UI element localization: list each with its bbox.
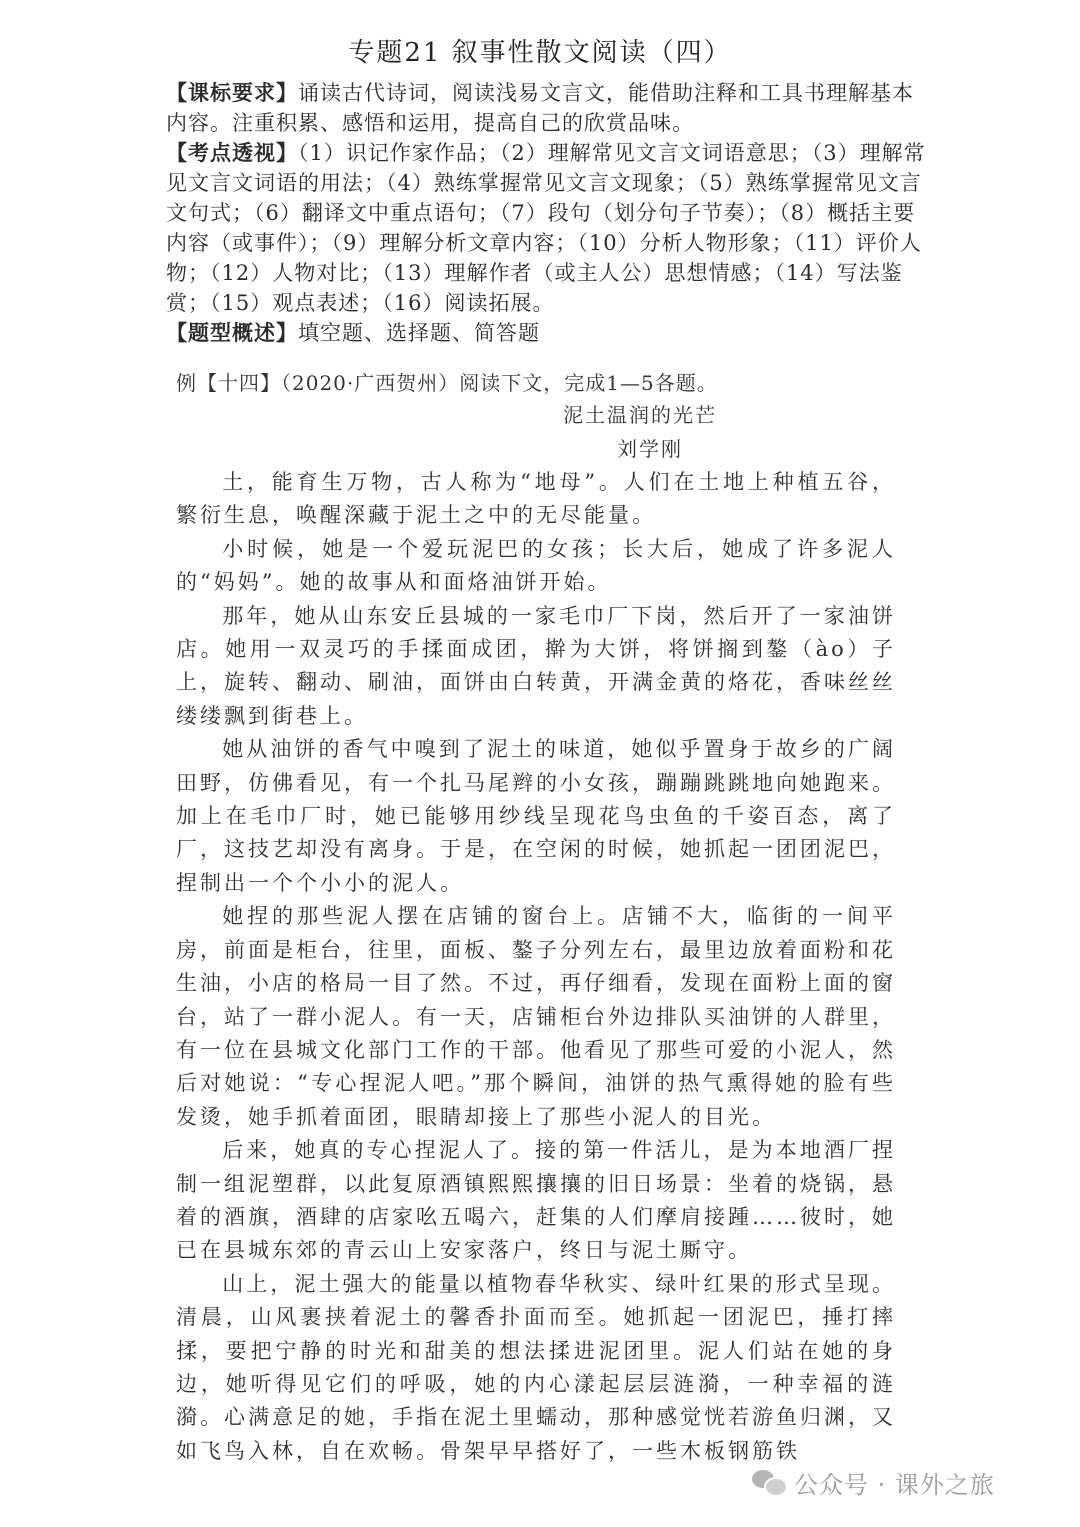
essay-paragraph: 小时候，她是一个爱玩泥巴的女孩；长大后，她成了许多泥人的“妈妈”。她的故事从和面烙油饼开始。 — [176, 536, 896, 595]
exam-points-text: （1）识记作家作品；（2）理解常见文言文词语意思；（3）理解常见文言文词语的用法；（4）熟练掌握常见文言文现象；（5）熟练掌握常见文言文句式；（6）翻译文中重点语句；（7）段句（划分句子节奏）；（8）概括主要内容（或事件）；（9）理解分析文章内容；（10）分析人物形象；（11）评价人物；（12）人物对比；（13）理解作者（或主人公）思想情感；（14）写法鉴赏；（15）观点表述；（16）阅读拓展。 — [166, 141, 926, 315]
essay-paragraph: 她捏的那些泥人摆在店铺的窗台上。店铺不大，临街的一间平房，前面是柜台，往里，面板、鏊子分列左右，最里边放着面粉和花生油，小店的格局一目了然。不过，再仔细看，发现在面粉上面的窗台，站了一群小泥人。有一天，店铺柜台外边排队买油饼的人群里，有一位在县城文化部门工作的干部。他看见了那些可爱的小泥人，然后对她说：“专心捏泥人吧。”那个瞬间，油饼的热气熏得她的脸有些发烫，她手抓着面团，眼睛却接上了那些小泥人的目光。 — [176, 904, 896, 1129]
exam-points-label: 【考点透视】 — [166, 140, 298, 165]
requirements-text: 诵读古代诗词，阅读浅易文言文，能借助注释和工具书理解基本内容。注重积累、感悟和运用，提高自己的欣赏品味。 — [166, 81, 914, 135]
question-types-label: 【题型概述】 — [166, 320, 298, 345]
essay-author: 刘学刚 — [617, 437, 683, 461]
page-title: 专题21 叙事性散文阅读（四） — [348, 38, 732, 68]
essay-paragraph: 土，能育生万物，古人称为“地母”。人们在土地上种植五谷，繁衍生息，唤醒深藏于泥土之中的无尽能量。 — [176, 470, 896, 528]
essay-title: 泥土温润的光芒 — [563, 403, 717, 427]
example-heading: 例【十四】（2020·广西贺州）阅读下文，完成1—5各题。 — [176, 371, 718, 395]
requirements-label: 【课标要求】 — [166, 80, 298, 105]
essay-paragraph: 山上，泥土强大的能量以植物春华秋实、绿叶红果的形式呈现。清晨，山风裹挟着泥土的馨香扑面而至。她抓起一团泥巴，捶打摔揉，要把宁静的时光和甜美的想法揉进泥团里。泥人们站在她的身边，她听得见它们的呼吸，她的内心漾起层层涟漪，一种幸福的涟漪。心满意足的她，手指在泥土里蠕动，那种感觉恍若游鱼归渊，又如飞鸟入林，自在欢畅。骨架早早搭好了，一些木板钢筋铁 — [176, 1271, 896, 1463]
exam-points-paragraph — [166, 138, 926, 318]
wechat-icon — [752, 1468, 786, 1496]
essay-paragraph: 她从油饼的香气中嗅到了泥土的味道，她似乎置身于故乡的广阔田野，仿佛看见，有一个扎马尾辫的小女孩，蹦蹦跳跳地向她跑来。加上在毛巾厂时，她已能够用纱线呈现花鸟虫鱼的千姿百态，离了厂，这技艺却没有离身。于是，在空闲的时候，她抓起一团团泥巴，捏制出一个个小小的泥人。 — [176, 737, 896, 895]
essay-paragraph: 那年，她从山东安丘县城的一家毛巾厂下岗，然后开了一家油饼店。她用一双灵巧的手揉面成团，擀为大饼，将饼搁到鏊（ào）子上，旋转、翻动、刷油，面饼由白转黄，开满金黄的烙花，香味丝丝缕缕飘到街巷上。 — [176, 603, 896, 728]
question-types-text: 填空题、选择题、简答题 — [298, 321, 540, 345]
header-section — [166, 78, 926, 348]
essay-paragraph: 后来，她真的专心捏泥人了。接的第一件活儿，是为本地酒厂捏制一组泥塑群，以此复原酒镇熙熙攘攘的旧日场景：坐着的烧锅，悬着的酒旗，酒肆的店家吆五喝六，赶集的人们摩肩接踵……彼时，她已在县城东郊的青云山上安家落户，终日与泥土厮守。 — [176, 1138, 896, 1263]
requirements-paragraph — [166, 78, 926, 138]
watermark — [752, 1462, 995, 1502]
essay-body — [176, 466, 896, 1468]
watermark-text: 公众号 · 课外之旅 — [794, 1470, 995, 1499]
question-types-paragraph — [166, 318, 926, 348]
